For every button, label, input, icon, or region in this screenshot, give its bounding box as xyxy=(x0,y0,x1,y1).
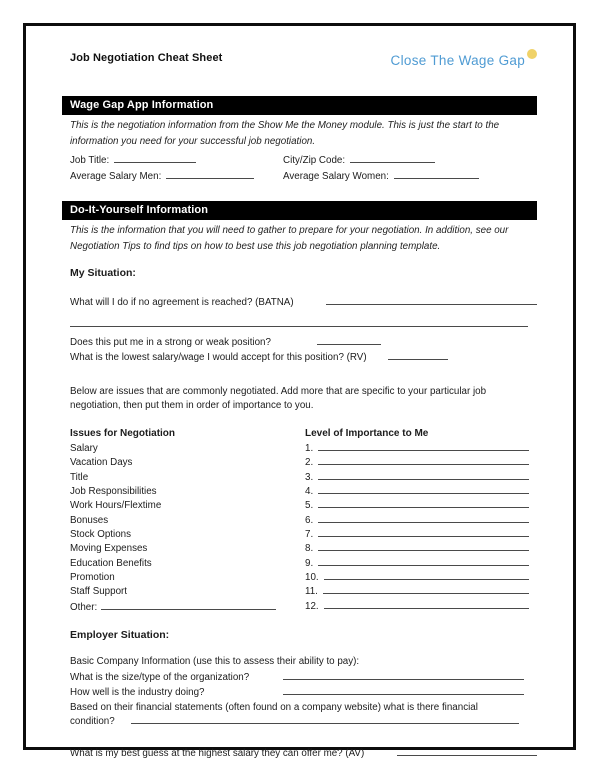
issue-item xyxy=(70,456,305,470)
sun-dot-icon xyxy=(527,49,537,59)
importance-number: 9. xyxy=(305,557,314,569)
importance-item xyxy=(305,585,537,599)
importance-item xyxy=(305,571,537,585)
document-page xyxy=(23,23,576,759)
importance-number: 1. xyxy=(305,443,314,454)
importance-item xyxy=(305,514,537,528)
importance-item xyxy=(305,600,537,614)
importance-number: 2. xyxy=(305,457,314,469)
logo-text: Close The Wage Gap xyxy=(390,53,525,68)
issues-intro-paragraph: Below are issues that are commonly negotiated. Add more that are specific to your particular job negotiation, then put them in order of importance to you. xyxy=(70,385,487,411)
wage-gap-fields xyxy=(70,153,537,185)
issues-column xyxy=(70,427,305,615)
other-blank-line xyxy=(101,600,276,610)
issue-item xyxy=(70,557,305,571)
importance-item xyxy=(305,542,537,556)
issue-label: Promotion xyxy=(70,572,115,584)
best-guess-blank-line xyxy=(397,746,537,756)
basic-company-info-label: Basic Company Information (use this to assess their ability to pay): xyxy=(70,656,360,668)
importance-blank-line xyxy=(318,442,529,451)
avg-salary-women-label: Average Salary Women: xyxy=(283,171,389,182)
financial-condition-blank-line xyxy=(131,715,519,724)
batna-blank-line-2 xyxy=(70,316,528,327)
importance-item xyxy=(305,499,537,513)
issue-item xyxy=(70,528,305,542)
diy-section-description: This is the information that you will need to gather to prepare for your negotiation. In addition, see our Negotiation Tips to find tips on how to best use this job negotiation planning template. xyxy=(70,225,509,252)
issue-item xyxy=(70,571,305,585)
page-title: Job Negotiation Cheat Sheet xyxy=(70,52,223,64)
field-row xyxy=(70,153,537,169)
batna-blank-line xyxy=(326,295,537,305)
section-header-wage-gap-app-information: Wage Gap App Information xyxy=(62,96,537,115)
lowest-salary-question-row xyxy=(70,350,537,366)
size-type-blank-line xyxy=(283,670,524,680)
issue-item xyxy=(70,499,305,513)
importance-number: 7. xyxy=(305,529,314,541)
city-zip-label: City/Zip Code: xyxy=(283,155,346,166)
section-header-do-it-yourself-information: Do-It-Yourself Information xyxy=(62,201,537,220)
city-zip-field xyxy=(283,153,537,169)
size-type-question-row xyxy=(70,670,537,686)
strong-weak-question-label: Does this put me in a strong or weak position? xyxy=(70,336,271,348)
importance-blank-line xyxy=(323,585,529,594)
importance-number: 12. xyxy=(305,600,319,612)
issue-item xyxy=(70,542,305,556)
issue-label: Salary xyxy=(70,443,98,454)
importance-blank-line xyxy=(318,471,529,480)
issue-label: Work Hours/Flextime xyxy=(70,500,162,512)
field-row xyxy=(70,169,537,185)
issue-item xyxy=(70,585,305,599)
document-header xyxy=(70,52,537,70)
issue-item xyxy=(70,514,305,528)
importance-number: 11. xyxy=(305,586,318,598)
avg-salary-men-blank-line xyxy=(166,169,254,179)
issue-label: Other: xyxy=(70,601,98,613)
job-title-field xyxy=(70,153,283,169)
size-type-question-label: What is the size/type of the organization? xyxy=(70,671,250,683)
importance-item xyxy=(305,557,537,571)
industry-blank-line xyxy=(283,685,524,695)
issues-table xyxy=(70,427,537,615)
best-guess-question-label: What is my best guess at the highest salary they can offer me? (AV) xyxy=(70,747,365,759)
batna-question-row xyxy=(70,295,537,311)
importance-number: 3. xyxy=(305,471,314,483)
industry-question-row xyxy=(70,685,537,701)
avg-salary-women-blank-line xyxy=(394,169,479,179)
importance-blank-line xyxy=(324,571,529,580)
wage-gap-section-description: This is the negotiation information from the Show Me the Money module. This is just the start to the information you need for your successful job negotiation. xyxy=(70,120,500,147)
importance-number: 6. xyxy=(305,514,314,526)
best-guess-question-row xyxy=(70,746,537,762)
issue-label: Stock Options xyxy=(70,529,131,541)
financial-question-line1: Based on their financial statements (often found on a company website) what is there financial xyxy=(70,701,478,713)
importance-blank-line xyxy=(318,456,529,465)
issue-label: Job Responsibilities xyxy=(70,486,157,498)
importance-blank-line xyxy=(318,542,529,551)
importance-number: 5. xyxy=(305,500,314,512)
importance-blank-line xyxy=(324,600,529,609)
issue-item xyxy=(70,471,305,485)
industry-question-label: How well is the industry doing? xyxy=(70,687,205,699)
issue-item xyxy=(70,600,305,614)
city-zip-blank-line xyxy=(350,153,435,163)
avg-salary-men-field xyxy=(70,169,283,185)
job-title-blank-line xyxy=(114,153,196,163)
importance-blank-line xyxy=(318,528,529,537)
issue-label: Education Benefits xyxy=(70,557,152,569)
issue-label: Bonuses xyxy=(70,514,109,526)
avg-salary-women-field xyxy=(283,169,537,185)
batna-question-label: What will I do if no agreement is reached? (BATNA) xyxy=(70,297,294,308)
strong-weak-question-row xyxy=(70,335,537,351)
employer-situation-heading: Employer Situation: xyxy=(70,629,170,642)
importance-blank-line xyxy=(318,485,529,494)
importance-item xyxy=(305,442,537,456)
financial-question-line2-label: condition? xyxy=(70,716,115,728)
lowest-salary-question-label: What is the lowest salary/wage I would accept for this position? (RV) xyxy=(70,352,367,363)
avg-salary-men-label: Average Salary Men: xyxy=(70,171,162,182)
financial-question-line2-row xyxy=(70,715,537,730)
issue-label: Title xyxy=(70,471,89,483)
importance-blank-line xyxy=(318,557,529,566)
importance-column xyxy=(305,427,537,615)
lowest-salary-blank-line xyxy=(388,350,448,360)
importance-item xyxy=(305,456,537,470)
issue-item xyxy=(70,442,305,456)
importance-blank-line xyxy=(318,514,529,523)
issue-label: Moving Expenses xyxy=(70,543,148,555)
importance-number: 10. xyxy=(305,572,319,584)
job-title-label: Job Title: xyxy=(70,155,110,166)
issue-item xyxy=(70,485,305,499)
issue-label: Vacation Days xyxy=(70,457,133,469)
importance-item xyxy=(305,471,537,485)
importance-item xyxy=(305,485,537,499)
importance-number: 4. xyxy=(305,486,314,498)
issues-column-header: Issues for Negotiation xyxy=(70,427,176,439)
issue-label: Staff Support xyxy=(70,586,128,598)
financial-question xyxy=(70,701,537,730)
importance-number: 8. xyxy=(305,543,314,555)
importance-column-header: Level of Importance to Me xyxy=(305,427,429,439)
importance-item xyxy=(305,528,537,542)
importance-blank-line xyxy=(318,499,529,508)
strong-weak-blank-line xyxy=(317,335,381,345)
my-situation-heading: My Situation: xyxy=(70,267,136,279)
close-the-wage-gap-logo xyxy=(391,52,537,70)
